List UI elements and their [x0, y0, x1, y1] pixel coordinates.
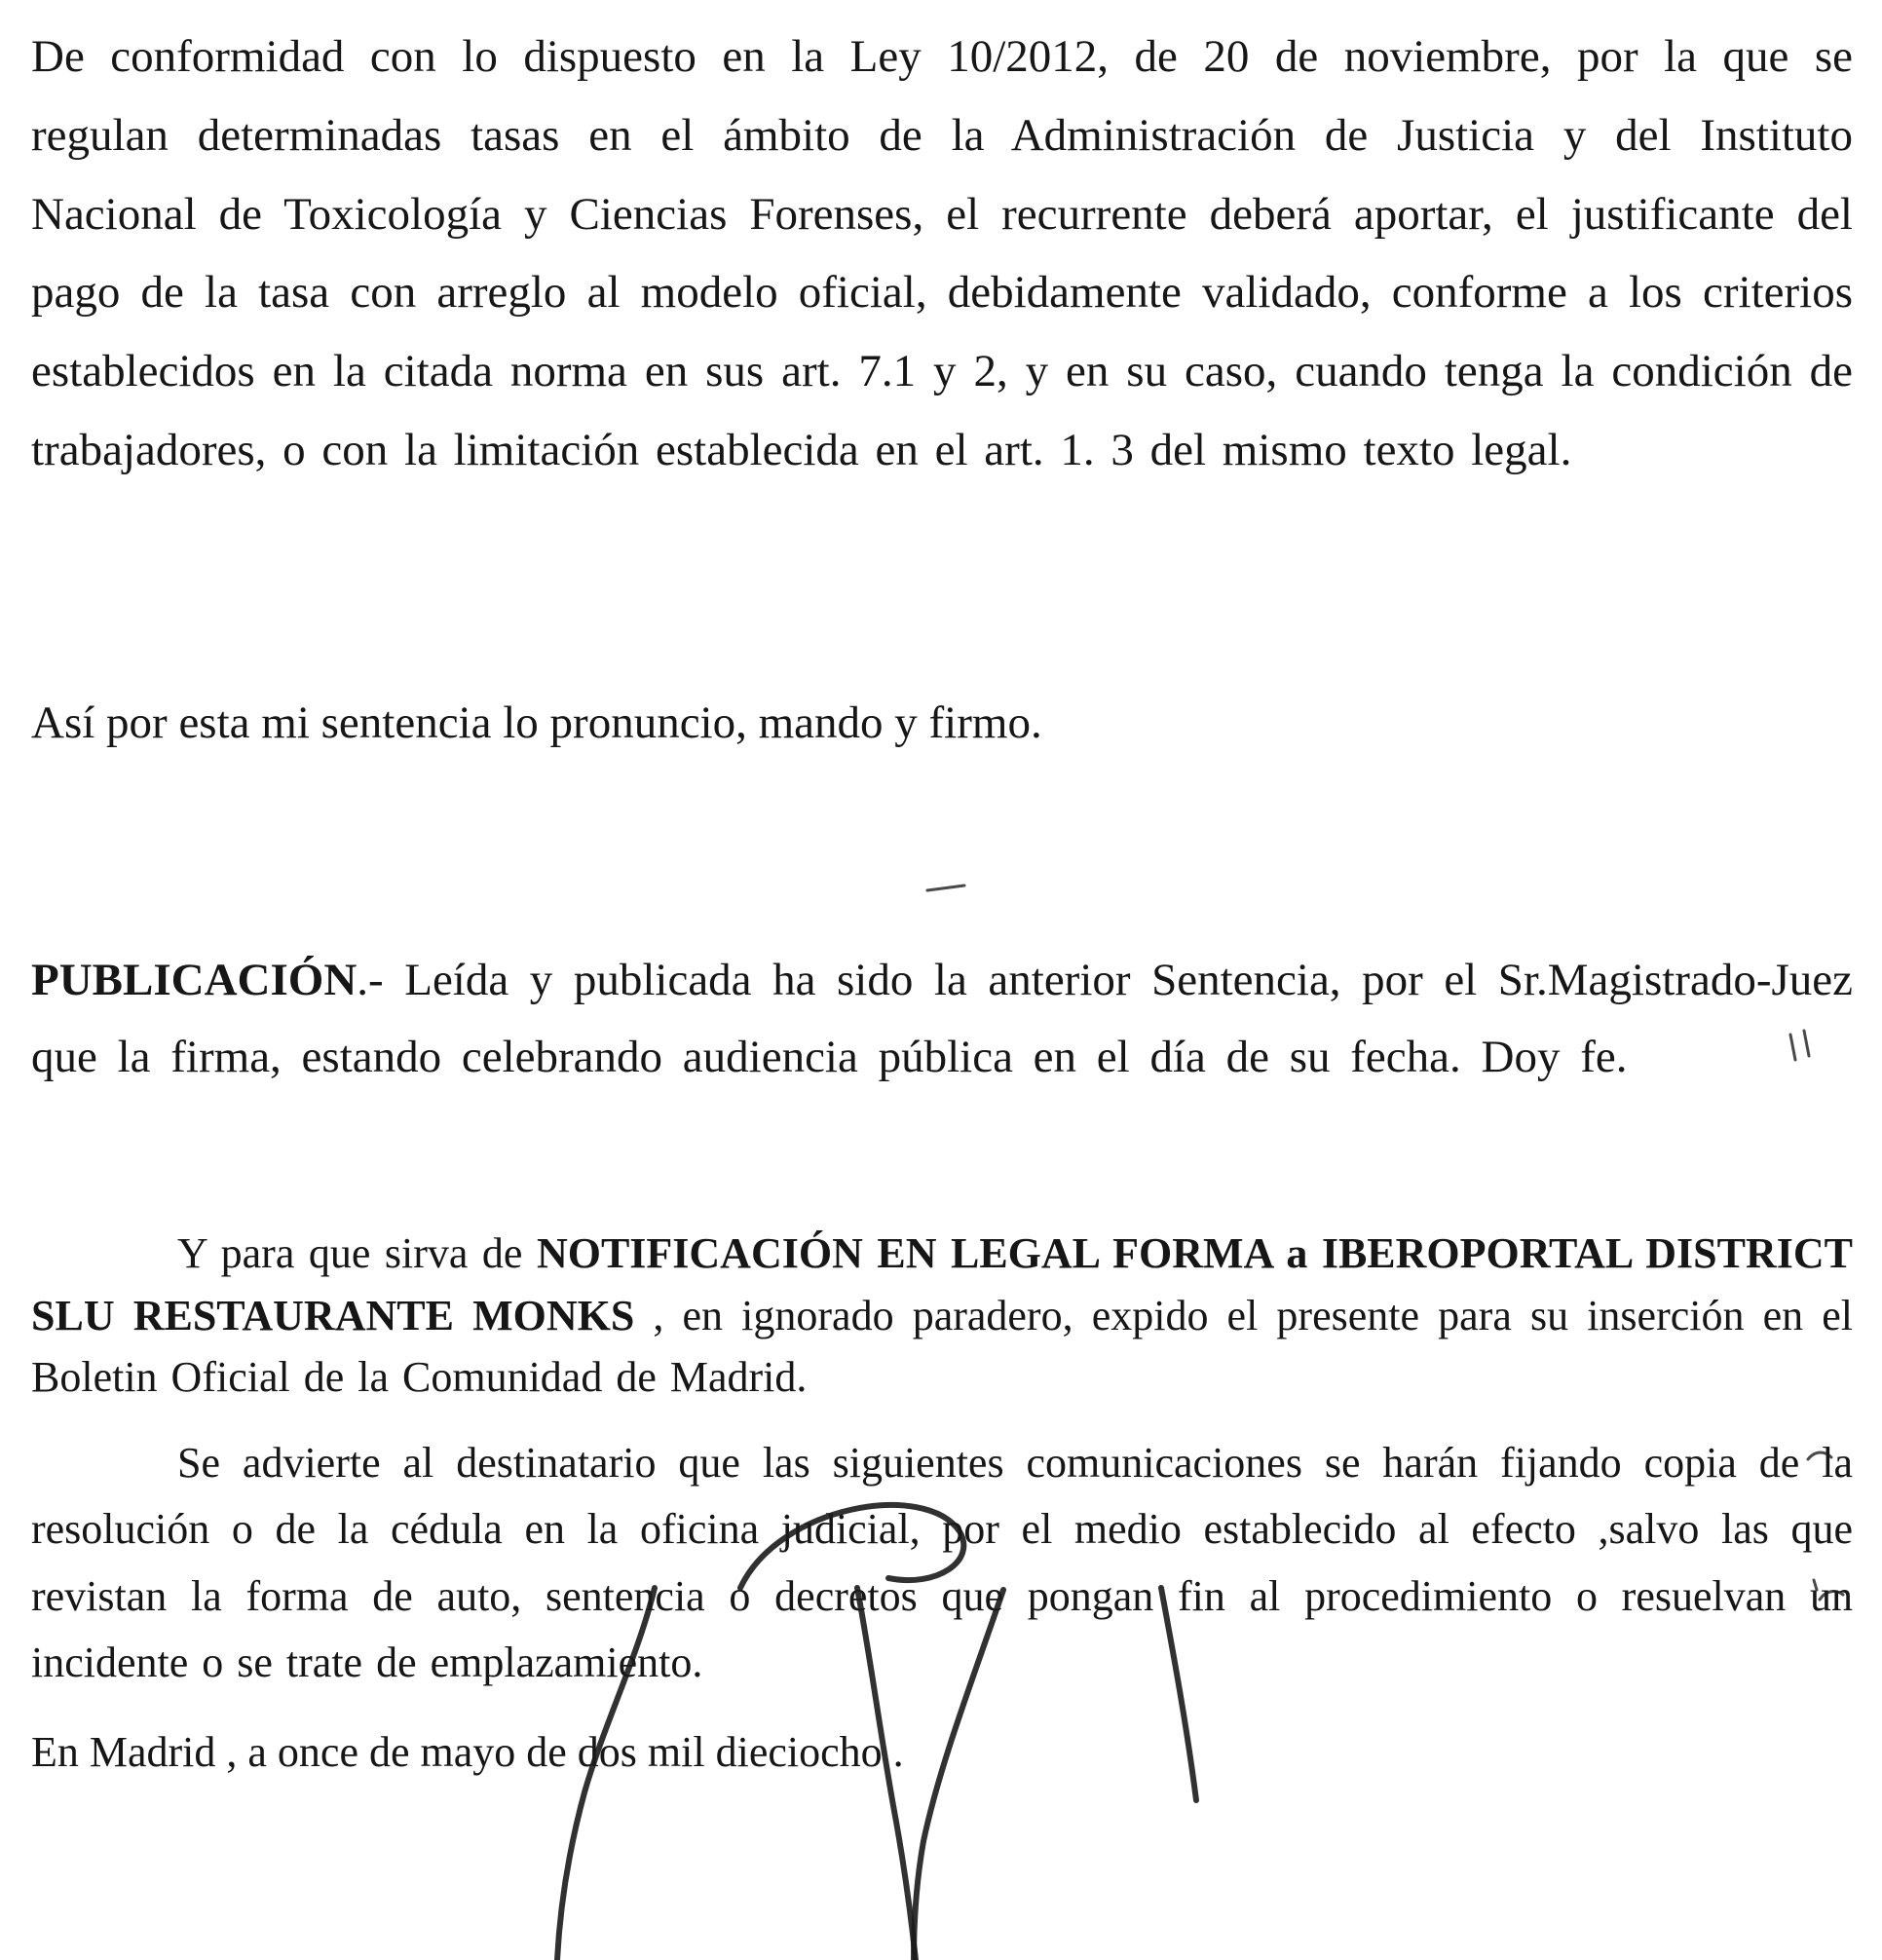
paragraph-lugar-fecha: En Madrid , a once de mayo de dos mil dieciocho . — [31, 1728, 904, 1777]
notificacion-destinatario-bold: NOTIFICACIÓN EN LEGAL FORMA a IBEROPORTAL DISTRICT SLU RESTAURANTE MONKS — [31, 1228, 1853, 1339]
notificacion-rest: , en ignorado paradero, expido el presente para su inserción en el Boletin Oficial de la Comunidad de Madrid. — [31, 1291, 1853, 1402]
publicacion-body: Leída y publicada ha sido la anterior Sentencia, por el Sr.Magistrado-Juez que la firma, estando celebrando audiencia pública en el día de su fecha. Doy fe. — [31, 954, 1853, 1082]
notificacion-lead: Y para que sirva de — [177, 1228, 537, 1277]
paragraph-advertencia-comunicaciones: Se advierte al destinatario que las siguientes comunicaciones se harán fijando copia de la resolución o de la cédula en la oficina judicial, por el medio establecido al efecto ,salvo las que revistan la forma de auto, sentencia o decretos que pongan fin al procedimiento o resuelvan un incidente o se trate de emplazamiento. — [31, 1439, 1853, 1686]
publicacion-separator: .- — [357, 954, 384, 1005]
publicacion-heading: PUBLICACIÓN — [31, 954, 358, 1005]
paragraph-tasas-judiciales: De conformidad con lo dispuesto en la Ley 10/2012, de 20 de noviembre, por la que se regulan determinadas tasas en el ámbito de la Administración de Justicia y del Instituto Nacional de Toxicología y Ciencias Forenses, el recurrente deberá aportar, el justificante del pago de la tasa con arreglo al modelo oficial, debidamente validado, conforme a los criterios establecidos en la citada norma en sus art. 7.1 y 2, y en su caso, cuando tenga la condición de trabajadores, o con la limitación establecida en el art. 1. 3 del mismo texto legal. — [31, 31, 1853, 476]
ink-tick-under-fallo — [927, 886, 964, 890]
paragraph-fallo-sentencia: Así por esta mi sentencia lo pronuncio, mando y firmo. — [31, 697, 1042, 748]
paragraph-notificacion — [31, 1223, 1853, 1409]
paragraph-publicacion — [31, 942, 1853, 1096]
